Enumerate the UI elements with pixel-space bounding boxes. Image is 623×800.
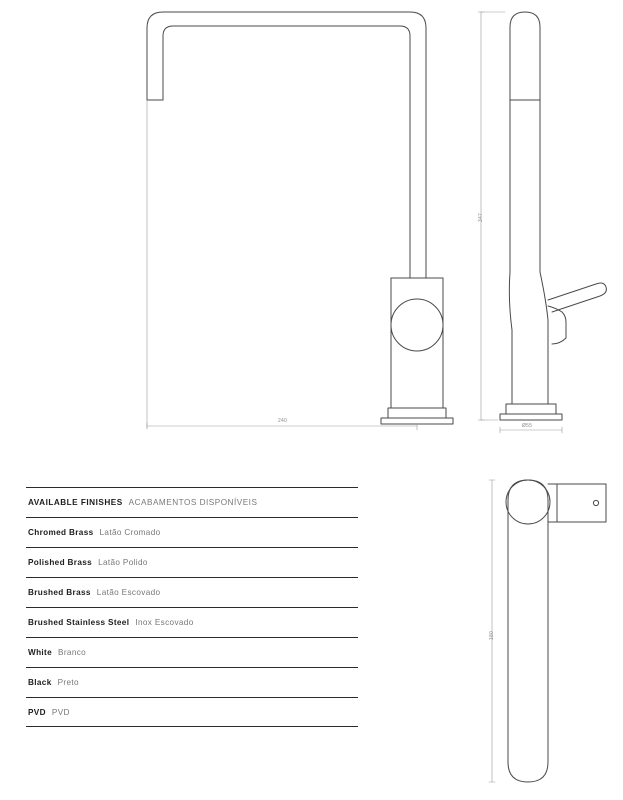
side-view-faucet — [500, 12, 606, 420]
finish-label-en: Polished Brass — [28, 558, 93, 567]
dimension-detail-height: 180 — [489, 631, 495, 640]
available-finishes-table — [26, 487, 358, 727]
finish-label-en: Brushed Stainless Steel — [28, 618, 130, 627]
finish-row-black — [26, 667, 358, 697]
finish-label-en: White — [28, 648, 53, 657]
finishes-header-label-pt: ACABAMENTOS DISPONÍVEIS — [128, 498, 258, 507]
finish-label-pt: Preto — [57, 678, 79, 687]
finish-row-brushed-brass — [26, 577, 358, 607]
finish-label-pt: Inox Escovado — [135, 618, 194, 627]
finish-row-white — [26, 637, 358, 667]
finish-row-polished-brass — [26, 547, 358, 577]
finish-label-en: Brushed Brass — [28, 588, 91, 597]
finish-label-pt: PVD — [51, 707, 70, 717]
finish-row-brushed-stainless-steel — [26, 607, 358, 637]
finish-label-pt: Latão Escovado — [96, 588, 161, 597]
finish-label-pt: Latão Cromado — [99, 528, 161, 537]
front-view-faucet — [147, 12, 453, 424]
finishes-header-row — [26, 487, 358, 517]
finish-label-pt: Latão Polido — [98, 558, 148, 567]
dimension-side-base: Ø55 — [522, 423, 533, 429]
dimension-side-height: 347 — [478, 213, 484, 222]
dimension-front-spout-reach: 240 — [278, 418, 287, 424]
finish-row-chromed-brass — [26, 517, 358, 547]
finish-label-en: Black — [28, 678, 52, 687]
finish-label-en: PVD — [28, 707, 46, 717]
finishes-header-label-en: AVAILABLE FINISHES — [28, 498, 123, 507]
finish-label-en: Chromed Brass — [28, 528, 94, 537]
detail-view-handle — [506, 480, 606, 782]
finish-row-pvd — [26, 697, 358, 727]
finish-label-pt: Branco — [58, 648, 87, 657]
